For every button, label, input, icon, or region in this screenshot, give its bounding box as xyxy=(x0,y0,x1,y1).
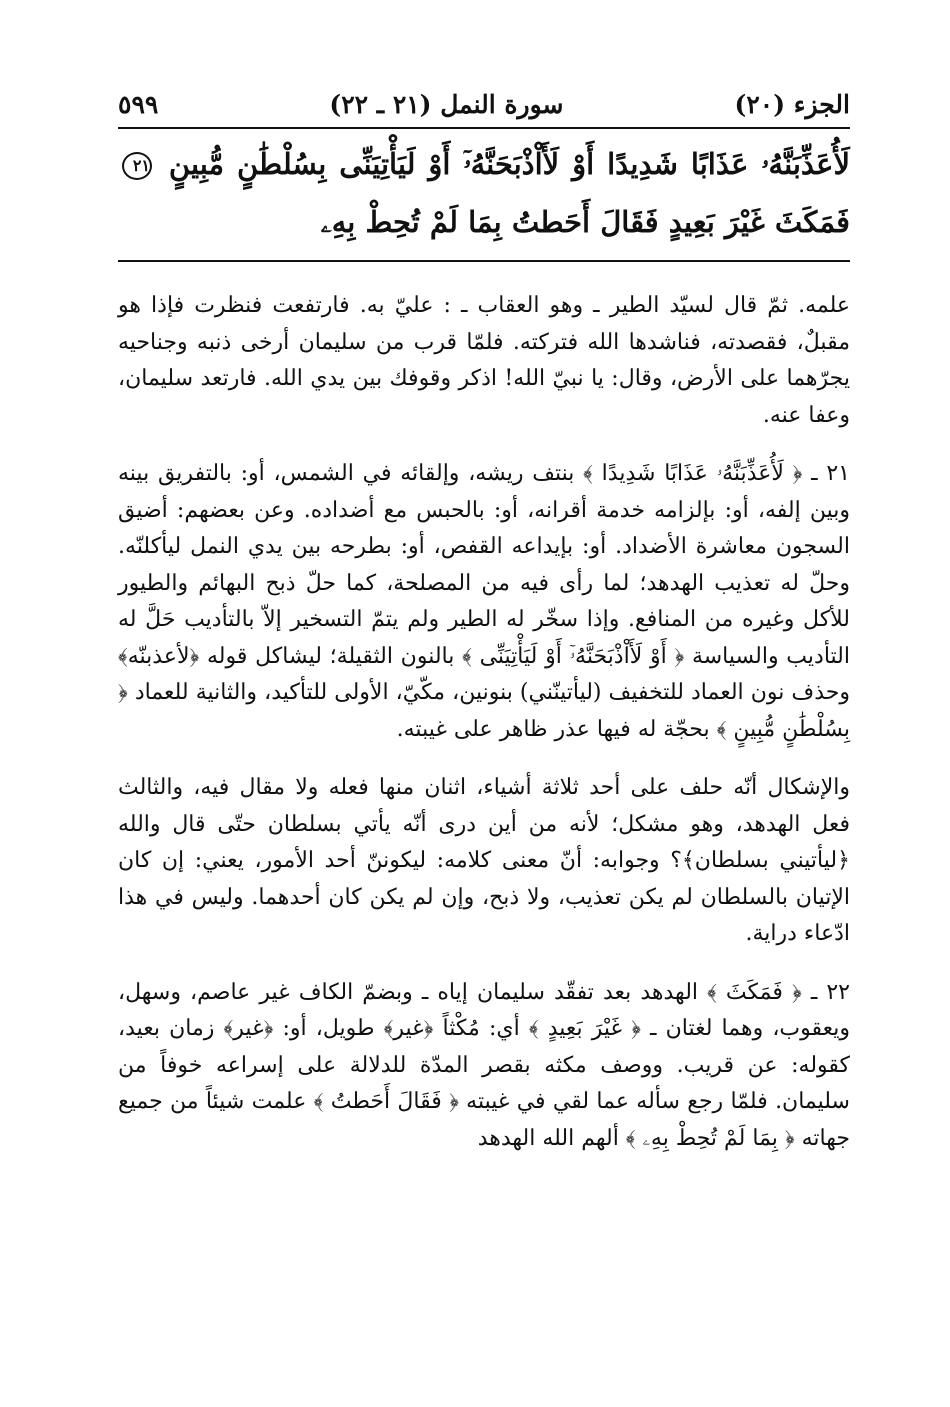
paragraph-1: علمه. ثمّ قال لسيّد الطير ـ وهو العقاب ـ : عليّ به. فارتفعت فنظرت فإذا هو مقبلٌ، فقصدته، فناشدها الله فتركته. فلمّا قرب من سليمان أرخى ذنبه وجناحيه يجرّهما على الأرض، وقال: يا نبيّ الله! اذكر وقوفك بين يدي الله. فارتعد سليمان، وعفا عنه. xyxy=(118,293,850,428)
commentary-body xyxy=(118,288,850,1157)
verse-divider xyxy=(118,260,850,262)
running-header xyxy=(118,84,850,124)
surah-title: سورة النمل (٢١ ـ ٢٢) xyxy=(329,89,564,119)
verse-text-22: فَمَكَثَ غَيْرَ بَعِيدٍ فَقَالَ أَحَطتُ بِمَا لَمْ تُحِطْ بِهِۦ xyxy=(320,205,850,239)
paragraph-2: ٢١ ـ ﴿ لَأُعَذِّبَنَّهُۥ عَذَابًا شَدِيدًا ﴾ بنتف ريشه، وإلقائه في الشمس، أو: بالتفريق بينه وبين إلفه، أو: بإلزامه خدمة أقرانه، أو: بالحبس مع أضداده. وعن بعضهم: أضيق السجون معاشرة الأضداد. أو: بإيداعه القفص، أو: بطرحه بين يدي النمل ليأكلنّه. وحلّ له تعذيب الهدهد؛ لما رأى فيه من المصلحة، كما حلّ ذبح البهائم والطيور للأكل وغيره من المنافع. وإذا سخّر له الطير ولم يتمّ التسخير إلاّ بالتأديب حَلَّ له التأديب والسياسة ﴿ أَوْ لَأَاْذْبَحَنَّهُۥٓ أَوْ لَيَأْتِيَنِّى ﴾ بالنون الثقيلة؛ ليشاكل قوله ﴿لأعذبنّه﴾ وحذف نون العماد للتخفيف (ليأتينّني) بنونين، مكّيّ، الأولى للتأكيد، والثانية للعماد ﴿ بِسُلْطَٰنٍ مُّبِينٍ ﴾ بحجّة له فيها عذر ظاهر على غيبته. xyxy=(118,461,850,742)
page-number: ٥٩٩ xyxy=(118,89,159,119)
ayah-number-marker: ٢١ xyxy=(122,152,152,180)
juz-label: الجزء (٢٠) xyxy=(734,89,850,119)
paragraph-3: والإشكال أنّه حلف على أحد ثلاثة أشياء، اثنان منها فعله ولا مقال فيه، والثالث فعل الهدهد، وهو مشكل؛ لأنه من أين درى أنّه يأتي بسلطان حتّى قال والله ﴿ليأتيني بسلطان﴾؟ وجوابه: أنّ معنى كلامه: ليكوننّ أحد الأمور، يعني: إن كان الإتيان بالسلطان لم يكن تعذيب، ولا ذبح، وإن لم يكن كان أحدهما. وليس في هذا ادّعاء دراية. xyxy=(118,775,850,946)
header-divider xyxy=(118,127,850,129)
paragraph-4: ٢٢ ـ ﴿ فَمَكَثَ ﴾ الهدهد بعد تفقّد سليمان إياه ـ وبضمّ الكاف غير عاصم، وسهل، ويعقوب، وهما لغتان ـ ﴿ غَيْرَ بَعِيدٍ ﴾ أي: مُكْثاً ﴿غير﴾ طويل، أو: ﴿غير﴾ زمان بعيد، كقوله: عن قريب. ووصف مكثه بقصر المدّة للدلالة على إسراعه خوفاً من سليمان. فلمّا رجع سأله عما لقي في غيبته ﴿ فَقَالَ أَحَطتُ ﴾ علمت شيئاً من جميع جهاته ﴿ بِمَا لَمْ تُحِطْ بِهِۦ ﴾ ألهم الله الهدهد xyxy=(118,979,850,1151)
verse-text-21: لَأُعَذِّبَنَّهُۥ عَذَابًا شَدِيدًا أَوْ لَأَاْذْبَحَنَّهُۥٓ أَوْ لَيَأْتِيَنِّى بِسُلْطَٰنٍ مُّبِينٍ xyxy=(168,147,850,181)
quran-verse-block xyxy=(118,135,850,251)
